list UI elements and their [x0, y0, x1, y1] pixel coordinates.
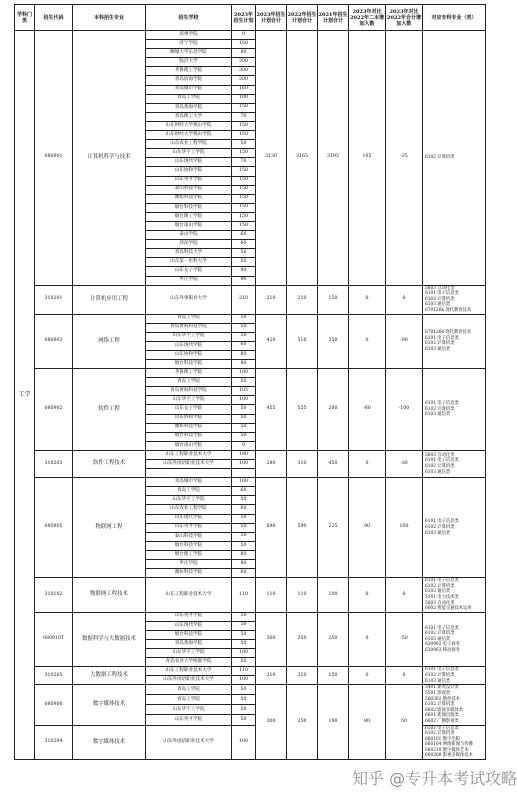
major-code-cell: 080901: [35, 31, 73, 286]
total-cell-diff-b: 50: [386, 685, 423, 760]
school-name-cell: 山东第一医科大学: [146, 258, 232, 267]
school-plan-cell: 150: [232, 149, 256, 158]
school-name-cell: 烟台南山学院: [146, 441, 232, 450]
school-name-cell: 山东工程职业技术大学: [146, 578, 232, 612]
total-cell-diff-a: 0: [349, 667, 386, 685]
school-name-cell: 山东英才学院: [146, 715, 232, 725]
school-plan-cell: 100: [232, 478, 256, 487]
school-plan-cell: 50: [232, 639, 256, 648]
school-name-cell: 青岛滨海学院: [146, 76, 232, 85]
associate-major-cell: 6101 电子信息类 6102 计算机类 6103 通信类: [423, 667, 486, 685]
total-cell-diff-b: 100: [386, 478, 423, 578]
school-name-cell: 山东女子学院: [146, 267, 232, 276]
school-name-cell: 烟台科技学院: [146, 359, 232, 368]
school-name-cell: 青岛工学院: [146, 695, 232, 705]
header-total-2021: 2021年招生计划合计: [318, 5, 349, 31]
school-name-cell: 青岛黄海科技学院: [146, 387, 232, 396]
school-plan-cell: 50: [232, 258, 256, 267]
school-plan-cell: 60: [232, 569, 256, 578]
school-plan-cell: 50: [232, 523, 256, 532]
total-cell-total2023: 300: [256, 612, 287, 667]
school-name-cell: 青岛工学院: [146, 378, 232, 387]
school-plan-cell: 50: [232, 630, 256, 639]
table-row: [15, 314, 486, 323]
total-cell-diff-a: 80: [349, 685, 386, 760]
major-code-cell: 080910T: [35, 612, 73, 667]
school-plan-cell: [232, 469, 256, 478]
school-name-cell: 山东华宇工学院: [146, 396, 232, 405]
total-cell-total2021: 100: [318, 578, 349, 612]
school-name-cell: 烟台理工学院: [146, 212, 232, 221]
school-plan-cell: 150: [232, 212, 256, 221]
school-plan-cell: 50: [232, 612, 256, 621]
school-name-cell: 青岛工学院: [146, 487, 232, 496]
school-name-cell: 潍坊科技学院: [146, 423, 232, 432]
school-plan-cell: 150: [232, 131, 256, 140]
total-cell-diff-b: -100: [386, 369, 423, 451]
school-plan-cell: 150: [232, 167, 256, 176]
total-cell-total2022: 310: [287, 450, 318, 477]
school-plan-cell: 100: [232, 369, 256, 378]
school-plan-cell: 50: [232, 496, 256, 505]
table-row: [15, 450, 486, 459]
header-plan-2023: 2023年招生计划: [232, 5, 256, 31]
total-cell-total2022: 3165: [287, 31, 318, 286]
school-name-cell: 山东英才学院: [146, 523, 232, 532]
school-plan-cell: 200: [232, 58, 256, 67]
school-name-cell: 青岛黄海学院: [146, 639, 232, 648]
major-code-cell: 080905: [35, 478, 73, 578]
total-cell-total2021: 150: [318, 667, 349, 685]
school-name-cell: 山东协和学院: [146, 350, 232, 359]
total-cell-diff-a: 0: [349, 314, 386, 369]
major-name-cell: 数字媒体技术: [73, 685, 146, 725]
school-name-cell: 青岛科技大学: [146, 249, 232, 258]
school-name-cell: 山东现代学院: [146, 341, 232, 350]
associate-major-cell: 5603 自动化类 6101 电子信息类 6102 计算机类 6103 通信类 670126k 现代教育技术: [423, 285, 486, 314]
school-name-cell: 山东现代学院: [146, 158, 232, 167]
school-plan-cell: 50: [232, 332, 256, 341]
school-plan-cell: 60: [232, 341, 256, 350]
school-plan-cell: 100: [232, 460, 256, 469]
school-name-cell: 临沂大学: [146, 58, 232, 67]
school-plan-cell: 80: [232, 359, 256, 368]
total-cell-total2022: 590: [287, 478, 318, 578]
major-name-cell: 数据科学与大数据技术: [73, 612, 146, 667]
major-code-cell: 080906: [35, 685, 73, 725]
school-plan-cell: 70: [232, 112, 256, 121]
school-plan-cell: 0: [232, 441, 256, 450]
major-name-cell: 物联网工程技术: [73, 578, 146, 612]
table-row: [15, 478, 486, 487]
school-name-cell: 齐鲁理工学院: [146, 369, 232, 378]
school-plan-cell: 150: [232, 40, 256, 49]
major-name-cell: 数字媒体技术: [73, 725, 146, 759]
school-name-cell: 济宁学院: [146, 40, 232, 49]
associate-major-cell: 5603 自动化类 6101 电子信息类 6102 计算机类 6103 通信类: [423, 450, 486, 477]
school-name-cell: 山东外国语职业技术大学: [146, 460, 232, 469]
total-cell-total2022: 350: [287, 612, 318, 667]
school-plan-cell: 80: [232, 350, 256, 359]
school-plan-cell: 0: [232, 31, 256, 40]
school-name-cell: 潍坊科技学院: [146, 194, 232, 203]
table-body: [15, 31, 486, 760]
school-name-cell: 烟台科技学院: [146, 630, 232, 639]
major-name-cell: 计算机科学与技术: [73, 31, 146, 286]
school-name-cell: 山东农业工程学院: [146, 505, 232, 514]
table-row: [15, 578, 486, 612]
total-cell-diff-b: -30: [386, 450, 423, 477]
school-name-cell: 山东英才学院: [146, 612, 232, 621]
total-cell-diff-b: -35: [386, 31, 423, 286]
total-cell-total2023: 280: [256, 450, 287, 477]
total-cell-total2023: 210: [256, 667, 287, 685]
school-name-cell: 青岛工学院: [146, 685, 232, 695]
school-name-cell: [146, 469, 232, 478]
total-cell-total2023: 110: [256, 578, 287, 612]
associate-major-cell: 6101 电子信息类 6102 计算机类 660101 数字出版 660104 网络新闻与传播 660210 数字媒体艺术 660208 影视多媒体技术: [423, 725, 486, 759]
school-plan-cell: 105: [232, 387, 256, 396]
school-name-cell: 滨州学院: [146, 31, 232, 40]
total-cell-diff-a: 105: [349, 31, 386, 286]
table-row: [15, 667, 486, 676]
school-name-cell: 烟台科技学院: [146, 203, 232, 212]
total-cell-total2023: 690: [256, 478, 287, 578]
school-name-cell: 齐鲁理工学院: [146, 67, 232, 76]
school-name-cell: 山东现代学院: [146, 514, 232, 523]
school-plan-cell: 150: [232, 203, 256, 212]
major-code-cell: 310201: [35, 285, 73, 314]
school-name-cell: 青岛工学院: [146, 314, 232, 323]
school-plan-cell: 210: [232, 285, 256, 314]
school-plan-cell: 200: [232, 76, 256, 85]
total-cell-total2023: 455: [256, 369, 287, 451]
associate-major-cell: 5401 建筑设计类 5501 影视类 560302 数控技术 6102 计算机类 6602 影视多媒体类 6601 新闻出版类 6602 广播影视类: [423, 685, 486, 725]
header-major: 本科招生专业: [73, 5, 146, 31]
table-row: [15, 285, 486, 314]
school-plan-cell: 50: [232, 314, 256, 323]
total-cell-diff-a: 0: [349, 578, 386, 612]
school-name-cell: 山东工程职业技术大学: [146, 450, 232, 459]
major-name-cell: 计算机应用工程: [73, 285, 146, 314]
major-name-cell: 物联网工程: [73, 478, 146, 578]
total-cell-diff-b: 0: [386, 578, 423, 612]
total-cell-total2023: 3130: [256, 31, 287, 286]
total-cell-total2021: 225: [318, 478, 349, 578]
school-plan-cell: 50: [232, 658, 256, 667]
major-code-cell: 310204: [35, 725, 73, 759]
school-name-cell: 潍坊科技学院: [146, 569, 232, 578]
school-name-cell: 山东协和学院: [146, 167, 232, 176]
school-plan-cell: 50: [232, 414, 256, 423]
school-plan-cell: 80: [232, 560, 256, 569]
school-plan-cell: 100: [232, 725, 256, 759]
school-name-cell: 烟台理工学院: [146, 550, 232, 559]
header-diff-second-tier: 2023年对比2022年二本增加人数: [349, 5, 386, 31]
total-cell-total2022: 555: [287, 369, 318, 451]
school-plan-cell: 50: [232, 685, 256, 695]
school-name-cell: 青岛黄海科技学院: [146, 323, 232, 332]
school-name-cell: 山东现代学院: [146, 621, 232, 630]
school-name-cell: 烟台南山学院: [146, 221, 232, 230]
total-cell-diff-a: -80: [349, 369, 386, 451]
school-name-cell: 山东华宇工学院: [146, 149, 232, 158]
school-plan-cell: 90: [232, 276, 256, 285]
school-name-cell: 山东英才学院: [146, 176, 232, 185]
school-plan-cell: 150: [232, 176, 256, 185]
school-name-cell: 山东外国语职业技术大学: [146, 676, 232, 685]
school-name-cell: 泰山学院: [146, 231, 232, 240]
table-row: [15, 612, 486, 621]
school-plan-cell: 110: [232, 667, 256, 676]
school-name-cell: 青岛城市学院: [146, 478, 232, 487]
school-plan-cell: 100: [232, 676, 256, 685]
major-name-cell: 软件工程: [73, 369, 146, 451]
associate-major-cell: 670126k 现代教育技术 6101 电子信息类 6102 计算机类 6103 通信类: [423, 314, 486, 369]
school-plan-cell: 50: [232, 378, 256, 387]
enrollment-plan-table: [14, 4, 486, 760]
total-cell-total2021: 250: [318, 612, 349, 667]
total-cell-total2022: 210: [287, 667, 318, 685]
major-name-cell: 大数据工程技术: [73, 667, 146, 685]
school-name-cell: 山东财经大学燕山学院: [146, 121, 232, 130]
school-name-cell: 山东协和学院: [146, 414, 232, 423]
school-name-cell: 泰山科技学院: [146, 532, 232, 541]
school-plan-cell: 90: [232, 267, 256, 276]
school-name-cell: 山东财经大学燕山学院: [146, 131, 232, 140]
header-associate-major: 对应专科专业（类）: [423, 5, 486, 31]
school-name-cell: 山东华宇工学院: [146, 496, 232, 505]
total-cell-total2022: 250: [287, 685, 318, 760]
school-name-cell: 山东华宇工学院: [146, 705, 232, 715]
total-cell-total2022: 110: [287, 578, 318, 612]
school-plan-cell: 50: [232, 323, 256, 332]
total-cell-diff-b: 0: [386, 667, 423, 685]
total-cell-total2021: 280: [318, 369, 349, 451]
total-cell-total2022: 510: [287, 314, 318, 369]
header-school: 招生学校: [146, 5, 232, 31]
school-plan-cell: 60: [232, 240, 256, 249]
associate-major-cell: 6101 电子信息类 6102 计算机类 6103 通信类 630902 电子商务 630903 移动商务: [423, 612, 486, 667]
school-name-cell: 山东农业工程学院: [146, 140, 232, 149]
school-plan-cell: 60: [232, 505, 256, 514]
school-plan-cell: 150: [232, 221, 256, 230]
school-plan-cell: 50: [232, 140, 256, 149]
school-plan-cell: 100: [232, 396, 256, 405]
associate-major-cell: 6102 计算机类: [423, 31, 486, 286]
school-name-cell: 山东华宇工学院: [146, 649, 232, 658]
school-plan-cell: 50: [232, 423, 256, 432]
major-code-cell: 310205: [35, 667, 73, 685]
total-cell-total2021: 450: [318, 450, 349, 477]
major-name-cell: 软件工程技术: [73, 450, 146, 477]
school-name-cell: 青岛理工大学: [146, 112, 232, 121]
total-cell-total2023: 420: [256, 314, 287, 369]
school-plan-cell: 80: [232, 550, 256, 559]
header-code: 招生代码: [35, 5, 73, 31]
major-code-cell: 310203: [35, 450, 73, 477]
school-plan-cell: 50: [232, 405, 256, 414]
school-plan-cell: 50: [232, 695, 256, 705]
table-row: [15, 685, 486, 695]
category-cell: 工学: [15, 31, 35, 760]
header-total-2023: 2023年招生计划合计: [256, 5, 287, 31]
school-plan-cell: 50: [232, 705, 256, 715]
school-name-cell: 山东工程职业技术大学: [146, 667, 232, 676]
table-header-row: [15, 5, 486, 31]
associate-major-cell: 6101 电子信息类 6102 计算机类 6103 通信类 5101 电力技术类 5603 自动化类 6002 智能交通技术运用: [423, 578, 486, 612]
school-plan-cell: 50: [232, 432, 256, 441]
school-plan-cell: 150: [232, 103, 256, 112]
total-cell-diff-b: -90: [386, 314, 423, 369]
associate-major-cell: 6101 电子信息类 6102 计算机类 6103 通信类: [423, 478, 486, 578]
school-plan-cell: 50: [232, 532, 256, 541]
total-cell-total2021: 350: [318, 314, 349, 369]
school-plan-cell: 100: [232, 649, 256, 658]
school-name-cell: 泰山科技学院: [146, 185, 232, 194]
school-name-cell: 山东女子学院: [146, 405, 232, 414]
school-plan-cell: 70: [232, 158, 256, 167]
total-cell-total2023: 300: [256, 685, 287, 760]
header-category: 学科门类: [15, 5, 35, 31]
school-name-cell: 山东外国语职业技术大学: [146, 725, 232, 759]
table-row: [15, 31, 486, 40]
school-plan-cell: 60: [232, 231, 256, 240]
school-plan-cell: 110: [232, 578, 256, 612]
school-plan-cell: 150: [232, 185, 256, 194]
school-name-cell: 烟台科技学院: [146, 541, 232, 550]
total-cell-diff-b: -50: [386, 612, 423, 667]
school-plan-cell: 50: [232, 715, 256, 725]
school-plan-cell: 80: [232, 49, 256, 58]
school-plan-cell: 180: [232, 450, 256, 459]
major-code-cell: 310102: [35, 578, 73, 612]
major-code-cell: 080902: [35, 369, 73, 451]
total-cell-total2021: 3195: [318, 31, 349, 286]
associate-major-cell: 6101 电子信息类 6102 计算机类 6103 通信类: [423, 369, 486, 451]
school-plan-cell: 50: [232, 514, 256, 523]
school-plan-cell: 50: [232, 621, 256, 630]
total-cell-total2021: 150: [318, 285, 349, 314]
school-plan-cell: 150: [232, 121, 256, 130]
school-name-cell: 菏泽学院: [146, 240, 232, 249]
school-plan-cell: 60: [232, 487, 256, 496]
watermark: 知乎 @专升本考试攻略: [352, 769, 517, 788]
school-plan-cell: 160: [232, 85, 256, 94]
total-cell-diff-a: 0: [349, 612, 386, 667]
major-name-cell: 网络工程: [73, 314, 146, 369]
school-name-cell: 枣庄学院: [146, 276, 232, 285]
total-cell-diff-a: 0: [349, 285, 386, 314]
school-name-cell: 聊城大学东昌学院: [146, 49, 232, 58]
total-cell-total2021: 190: [318, 685, 349, 760]
total-cell-diff-a: 90: [349, 478, 386, 578]
school-plan-cell: 50: [232, 541, 256, 550]
school-name-cell: 青岛城市学院: [146, 85, 232, 94]
school-plan-cell: 100: [232, 94, 256, 103]
school-plan-cell: 150: [232, 194, 256, 203]
total-cell-diff-b: 0: [386, 285, 423, 314]
total-cell-total2023: 210: [256, 285, 287, 314]
school-name-cell: 枣庄学院: [146, 560, 232, 569]
total-cell-diff-a: 0: [349, 450, 386, 477]
header-total-2022: 2022年招生计划合计: [287, 5, 318, 31]
header-diff-total: 2023年对比2022年合计增加人数: [386, 5, 423, 31]
school-plan-cell: 300: [232, 67, 256, 76]
major-code-cell: 080903: [35, 314, 73, 369]
table-row: [15, 369, 486, 378]
total-cell-total2022: 210: [287, 285, 318, 314]
school-name-cell: 山东外事职业大学: [146, 285, 232, 314]
school-name-cell: 青岛农业大学海都学院: [146, 658, 232, 667]
school-name-cell: 青岛工学院: [146, 94, 232, 103]
school-name-cell: 山东华宇工学院: [146, 332, 232, 341]
school-name-cell: 烟台科技学院: [146, 432, 232, 441]
school-plan-cell: 50: [232, 249, 256, 258]
school-name-cell: 青岛黄海学院: [146, 103, 232, 112]
